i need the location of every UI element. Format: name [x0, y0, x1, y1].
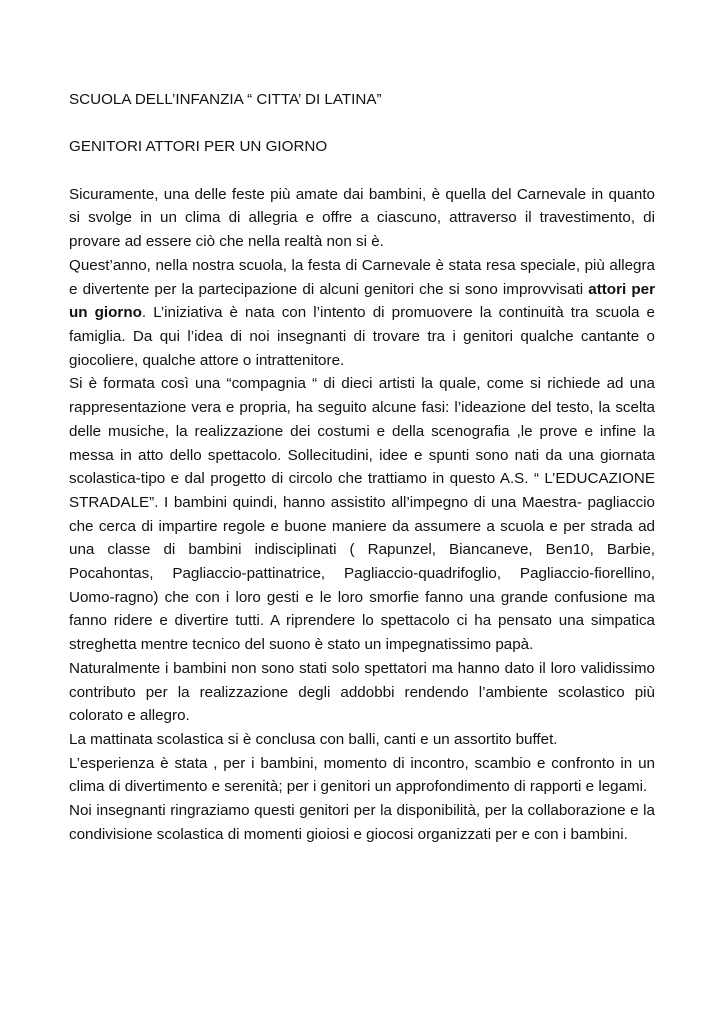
paragraph-company: Si è formata così una “compagnia “ di dieci artisti la quale, come si richiede ad una rappresentazione vera e propria, ha seguito alcune fasi: l’ideazione del testo, la scelta delle musiche, la realizzazione dei costumi e della scenografia ,le prove e infine la messa in atto dello spettacolo. Sollecitudini, idee e spunti sono nati da una giornata scolastica-tipo e dal progetto di circolo che trattiamo in questo A.S. “ L’EDUCAZIONE STRADALE”. I bambini quindi, hanno assistito all’impegno di una Maestra- pagliaccio che cerca di impartire regole e buone maniere da assumere a scuola e per strada ad una classe di bambini indisciplinati ( Rapunzel, Biancaneve, Ben10, Barbie, Pocahontas, Pagliaccio-pattinatrice, Pagliaccio-quadrifoglio, Pagliaccio-fiorellino, Uomo-ragno) che con i loro gesti e le loro smorfie fanno una grande confusione ma fanno ridere e divertire tutti. A riprendere lo spettacolo ci ha pensato una simpatica streghetta mentre tecnico del suono è stato un impegnatissimo papà.: [69, 375, 655, 654]
paragraph-children-contribution: Naturalmente i bambini non sono stati solo spettatori ma hanno dato il loro validissimo contributo per la realizzazione degli addobbi rendendo l’ambiente scolastico più colorato e allegro.: [69, 659, 655, 725]
school-title: SCUOLA DELL’INFANZIA “ CITTA’ DI LATINA”: [69, 91, 382, 108]
paragraph-text: Quest’anno, nella nostra scuola, la festa di Carnevale è stata resa speciale, più allegra e divertente per la partecipazione di alcuni genitori che si sono improvvisati: [69, 256, 655, 298]
document-page: [69, 88, 655, 846]
paragraph-intro: Sicuramente, una delle feste più amate dai bambini, è quella del Carnevale in quanto si svolge in un clima di allegria e offre a ciascuno, attraverso il travestimento, di provare ad essere ciò che nella realtà non si è.: [69, 185, 655, 251]
bold-phrase: attori per un giorno: [69, 280, 655, 322]
paragraph-carnival-event: [69, 254, 655, 373]
event-title: GENITORI ATTORI PER UN GIORNO: [69, 138, 328, 156]
paragraph-thanks: Noi insegnanti ringraziamo questi genitori per la disponibilità, per la collaborazione e la condivisione scolastica di momenti gioiosi e giocosi organizzati per e con i bambini.: [69, 802, 655, 843]
paragraph-experience: L’esperienza è stata , per i bambini, momento di incontro, scambio e confronto in un clima di divertimento e serenità; per i genitori un approfondimento di rapporti e legami.: [69, 754, 655, 796]
paragraph-text: . L’iniziativa è nata con l’intento di promuovere la continuità tra scuola e famiglia. Da qui l’idea di noi insegnanti di trovare tra i genitori qualche cantante o giocoliere, qualche attore o intrattenitore.: [69, 304, 656, 369]
paragraph-conclusion: La mattinata scolastica si è conclusa con balli, canti e un assortito buffet.: [69, 730, 558, 748]
